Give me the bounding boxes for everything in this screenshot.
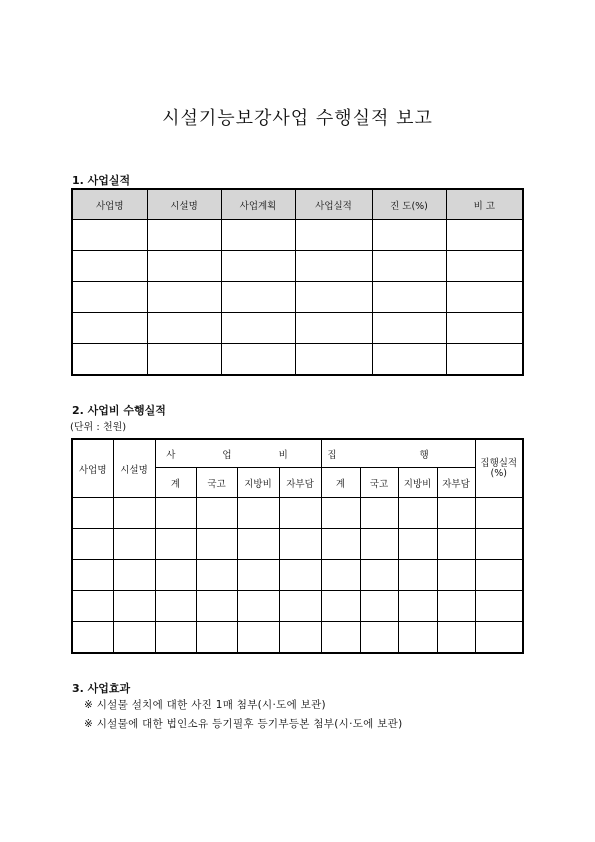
col-business-name: 사업명	[72, 439, 113, 498]
group-execution-label: 집 행	[327, 449, 469, 461]
table-cell[interactable]	[237, 622, 279, 654]
table-row	[72, 251, 523, 282]
table-cell[interactable]	[221, 282, 295, 313]
table-cell[interactable]	[372, 251, 446, 282]
table-cell[interactable]	[437, 591, 475, 622]
table-cell[interactable]	[72, 498, 113, 529]
col-remarks: 비 고	[446, 189, 523, 220]
table-row	[72, 622, 523, 654]
table-cell[interactable]	[113, 529, 155, 560]
table-header-row	[72, 189, 523, 220]
table-cell[interactable]	[147, 313, 221, 344]
budget-local: 지방비	[237, 468, 279, 498]
table-cell[interactable]	[475, 560, 523, 591]
table-cell[interactable]	[147, 282, 221, 313]
table-cell[interactable]	[155, 560, 196, 591]
table-cell[interactable]	[72, 344, 147, 376]
group-budget	[155, 439, 321, 468]
table-cell[interactable]	[72, 560, 113, 591]
table-cell[interactable]	[72, 313, 147, 344]
table-cell[interactable]	[360, 529, 398, 560]
table-cell[interactable]	[446, 251, 523, 282]
table-cell[interactable]	[398, 560, 437, 591]
table-cell[interactable]	[279, 591, 321, 622]
budget-total: 계	[155, 468, 196, 498]
group-budget-label: 사 업 비	[166, 449, 310, 461]
table-cell[interactable]	[321, 529, 360, 560]
section3-heading: 3. 사업효과	[72, 682, 131, 695]
exec-self: 자부담	[437, 468, 475, 498]
table-cell[interactable]	[475, 591, 523, 622]
document-title: 시설기능보강사업 수행실적 보고	[162, 108, 433, 129]
col-business-plan: 사업계획	[221, 189, 295, 220]
business-results-table	[71, 188, 524, 376]
note-photo: ※ 시설물 설치에 대한 사진 1매 첨부(시·도에 보관)	[84, 699, 326, 711]
col-business-name: 사업명	[72, 189, 147, 220]
col-execution-rate: 집행실적(%)	[475, 439, 523, 498]
table-cell[interactable]	[446, 344, 523, 376]
table-cell[interactable]	[113, 560, 155, 591]
table-cell[interactable]	[398, 498, 437, 529]
table-cell[interactable]	[437, 498, 475, 529]
table-cell[interactable]	[360, 622, 398, 654]
table-cell[interactable]	[72, 622, 113, 654]
table-cell[interactable]	[147, 344, 221, 376]
table-row	[72, 282, 523, 313]
table-cell[interactable]	[72, 529, 113, 560]
table-cell[interactable]	[360, 498, 398, 529]
table-cell[interactable]	[295, 220, 372, 251]
table-cell[interactable]	[221, 220, 295, 251]
table-cell[interactable]	[196, 591, 237, 622]
table-cell[interactable]	[72, 251, 147, 282]
table-row	[72, 220, 523, 251]
table-cell[interactable]	[237, 560, 279, 591]
table-cell[interactable]	[147, 251, 221, 282]
table-cell[interactable]	[372, 220, 446, 251]
table-cell[interactable]	[155, 591, 196, 622]
table-cell[interactable]	[398, 622, 437, 654]
table-row	[72, 313, 523, 344]
table-cell[interactable]	[147, 220, 221, 251]
table-cell[interactable]	[321, 591, 360, 622]
table-cell[interactable]	[279, 622, 321, 654]
table-cell[interactable]	[398, 529, 437, 560]
table-cell[interactable]	[221, 313, 295, 344]
table-cell[interactable]	[155, 498, 196, 529]
table-cell[interactable]	[360, 591, 398, 622]
budget-self: 자부담	[279, 468, 321, 498]
table-cell[interactable]	[237, 591, 279, 622]
budget-national: 국고	[196, 468, 237, 498]
unit-note: (단위 : 천원)	[70, 422, 127, 433]
col-facility-name: 시설명	[113, 439, 155, 498]
table-cell[interactable]	[475, 529, 523, 560]
table-cell[interactable]	[360, 560, 398, 591]
table-cell[interactable]	[321, 560, 360, 591]
table-row	[72, 344, 523, 376]
section1-heading: 1. 사업실적	[72, 174, 131, 187]
table-cell[interactable]	[321, 498, 360, 529]
table-cell[interactable]	[279, 560, 321, 591]
group-execution	[321, 439, 475, 468]
table-cell[interactable]	[295, 282, 372, 313]
table-cell[interactable]	[372, 282, 446, 313]
budget-execution-table	[71, 438, 524, 654]
table-cell[interactable]	[279, 529, 321, 560]
table-cell[interactable]	[113, 498, 155, 529]
table-cell[interactable]	[72, 282, 147, 313]
table-cell[interactable]	[237, 529, 279, 560]
table-cell[interactable]	[372, 344, 446, 376]
table-cell[interactable]	[437, 529, 475, 560]
table-cell[interactable]	[196, 622, 237, 654]
table-cell[interactable]	[113, 591, 155, 622]
exec-local: 지방비	[398, 468, 437, 498]
table-cell[interactable]	[155, 622, 196, 654]
table-cell[interactable]	[446, 313, 523, 344]
table-cell[interactable]	[446, 282, 523, 313]
table-cell[interactable]	[295, 251, 372, 282]
table-cell[interactable]	[475, 498, 523, 529]
table-cell[interactable]	[295, 313, 372, 344]
table-cell[interactable]	[446, 220, 523, 251]
section2-heading: 2. 사업비 수행실적	[72, 404, 166, 417]
table-cell[interactable]	[437, 622, 475, 654]
table-cell[interactable]	[221, 251, 295, 282]
table-cell[interactable]	[437, 560, 475, 591]
table-cell[interactable]	[113, 622, 155, 654]
table-cell[interactable]	[155, 529, 196, 560]
col-progress: 진 도(%)	[372, 189, 446, 220]
note-registry: ※ 시설물에 대한 법인소유 등기필후 등기부등본 첨부(시·도에 보관)	[84, 718, 403, 730]
table-cell[interactable]	[221, 344, 295, 376]
table-row	[72, 529, 523, 560]
table-cell[interactable]	[72, 591, 113, 622]
table-row	[72, 591, 523, 622]
exec-national: 국고	[360, 468, 398, 498]
col-facility-name: 시설명	[147, 189, 221, 220]
table-cell[interactable]	[72, 220, 147, 251]
table-cell[interactable]	[398, 591, 437, 622]
table-cell[interactable]	[196, 560, 237, 591]
table-cell[interactable]	[295, 344, 372, 376]
table-row	[72, 560, 523, 591]
table-cell[interactable]	[196, 498, 237, 529]
table-cell[interactable]	[372, 313, 446, 344]
table-cell[interactable]	[237, 498, 279, 529]
exec-total: 계	[321, 468, 360, 498]
col-business-result: 사업실적	[295, 189, 372, 220]
table-cell[interactable]	[279, 498, 321, 529]
table-cell[interactable]	[196, 529, 237, 560]
table-cell[interactable]	[475, 622, 523, 654]
table-row	[72, 498, 523, 529]
table-cell[interactable]	[321, 622, 360, 654]
header-row-1	[72, 439, 523, 468]
